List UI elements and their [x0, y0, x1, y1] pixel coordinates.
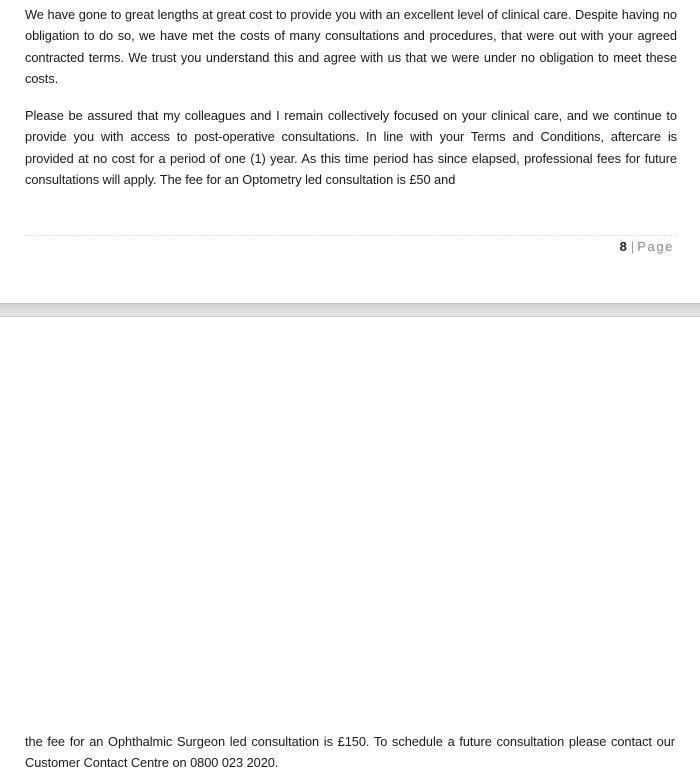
page-label: Page: [637, 239, 674, 254]
page-break-gap: [0, 303, 700, 317]
page-number-footer: [620, 237, 674, 257]
document-page-top: [0, 0, 700, 303]
page-number-separator: |: [630, 239, 635, 254]
paragraph-fees-contact: the fee for an Ophthalmic Surgeon led consultation is £150. To schedule a future consultation please contact our Customer Contact Centre on 0800 023 2020.: [25, 734, 675, 771]
footer-divider: [25, 235, 677, 236]
page-number: 8: [619, 239, 627, 254]
document-page-bottom: [0, 317, 700, 771]
paragraph-aftercare: Please be assured that my colleagues and I remain collectively focused on your clinical care, and we continue to provide you with access to post-operative consultations. In line with your Terms and Conditions, aftercare is provided at no cost for a period of one (1) year. As this time period has since elapsed, professional fees for future consultations will apply. The fee for an Optometry led consultation is £50 and: [25, 108, 677, 188]
paragraph-costs: We have gone to great lengths at great cost to provide you with an excellent level of clinical care. Despite having no obligation to do so, we have met the costs of many consultations and procedures, that were out with your agreed contracted terms. We trust you understand this and agree with us that we were under no obligation to meet these costs.: [25, 7, 677, 87]
